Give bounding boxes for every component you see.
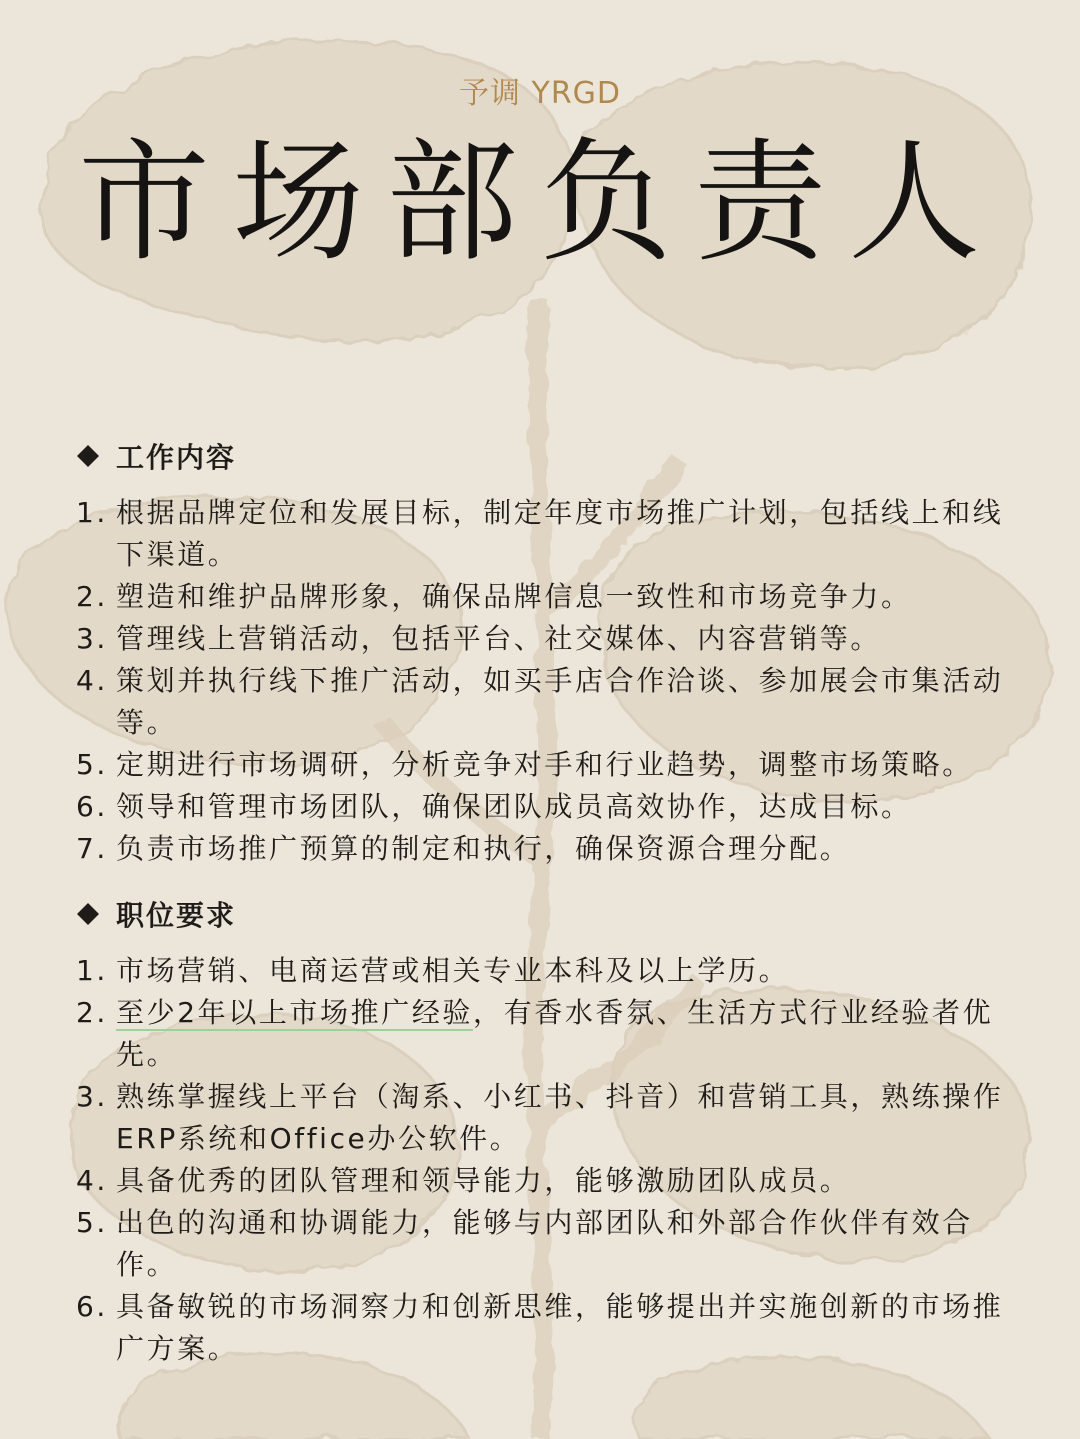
section-title: 工作内容 [116,441,237,474]
item-text [116,992,1016,1076]
list-item [76,1076,1016,1160]
list-item [76,576,1016,618]
item-text: 熟练掌握线上平台（淘系、小红书、抖音）和营销工具，熟练操作ERP系统和Office办公软件。 [116,1080,1004,1155]
item-text: 管理线上营销活动，包括平台、社交媒体、内容营销等。 [116,622,882,655]
list-item [76,1160,1016,1202]
item-number: 6. [76,1290,108,1323]
item-number: 2. [76,580,108,613]
list-item [76,1202,1016,1286]
list-item [76,618,1016,660]
item-number: 7. [76,832,108,865]
list-item [76,992,1016,1076]
item-number: 3. [76,622,108,655]
item-text: 市场营销、电商运营或相关专业本科及以上学历。 [116,954,790,987]
item-number: 5. [76,1206,108,1239]
list-item [76,660,1016,744]
item-number: 4. [76,664,108,697]
item-text: 定期进行市场调研，分析竞争对手和行业趋势，调整市场策略。 [116,748,973,781]
section-title: 职位要求 [116,899,237,932]
list-item [76,828,1016,870]
list-item [76,950,1016,992]
list-item [76,492,1016,576]
item-number: 4. [76,1164,108,1197]
item-text-rest: ，有香水香氛、生活方式行业经验者优先。 [116,996,994,1071]
item-text: 领导和管理市场团队，确保团队成员高效协作，达成目标。 [116,790,912,823]
item-text: 具备优秀的团队管理和领导能力，能够激励团队成员。 [116,1164,851,1197]
diamond-bullet-icon [76,902,100,926]
highlighted-text: 至少2年以上市场推广经验 [116,996,474,1029]
item-text: 塑造和维护品牌形象，确保品牌信息一致性和市场竞争力。 [116,580,912,613]
requirements-list [76,950,1016,1370]
item-text: 负责市场推广预算的制定和执行，确保资源合理分配。 [116,832,851,865]
list-item [76,786,1016,828]
section-header-job-content [76,436,236,476]
diamond-bullet-icon [76,444,100,468]
section-header-requirements [76,894,236,934]
item-text: 具备敏锐的市场洞察力和创新思维，能够提出并实施创新的市场推广方案。 [116,1290,1004,1365]
brand-logo-text: 予调 YRGD [458,76,622,111]
item-text: 出色的沟通和协调能力，能够与内部团队和外部合作伙伴有效合作。 [116,1206,973,1281]
item-number: 6. [76,790,108,823]
item-text: 策划并执行线下推广活动，如买手店合作洽谈、参加展会市集活动等。 [116,664,1004,739]
item-number: 5. [76,748,108,781]
item-text: 根据品牌定位和发展目标，制定年度市场推广计划，包括线上和线下渠道。 [116,496,1004,571]
item-number: 3. [76,1080,108,1113]
page-title: 市场部负责人 [78,126,1002,280]
list-item [76,744,1016,786]
job-content-list [76,492,1016,870]
list-item [76,1286,1016,1370]
item-number: 1. [76,954,108,987]
item-number: 2. [76,996,108,1029]
item-number: 1. [76,496,108,529]
